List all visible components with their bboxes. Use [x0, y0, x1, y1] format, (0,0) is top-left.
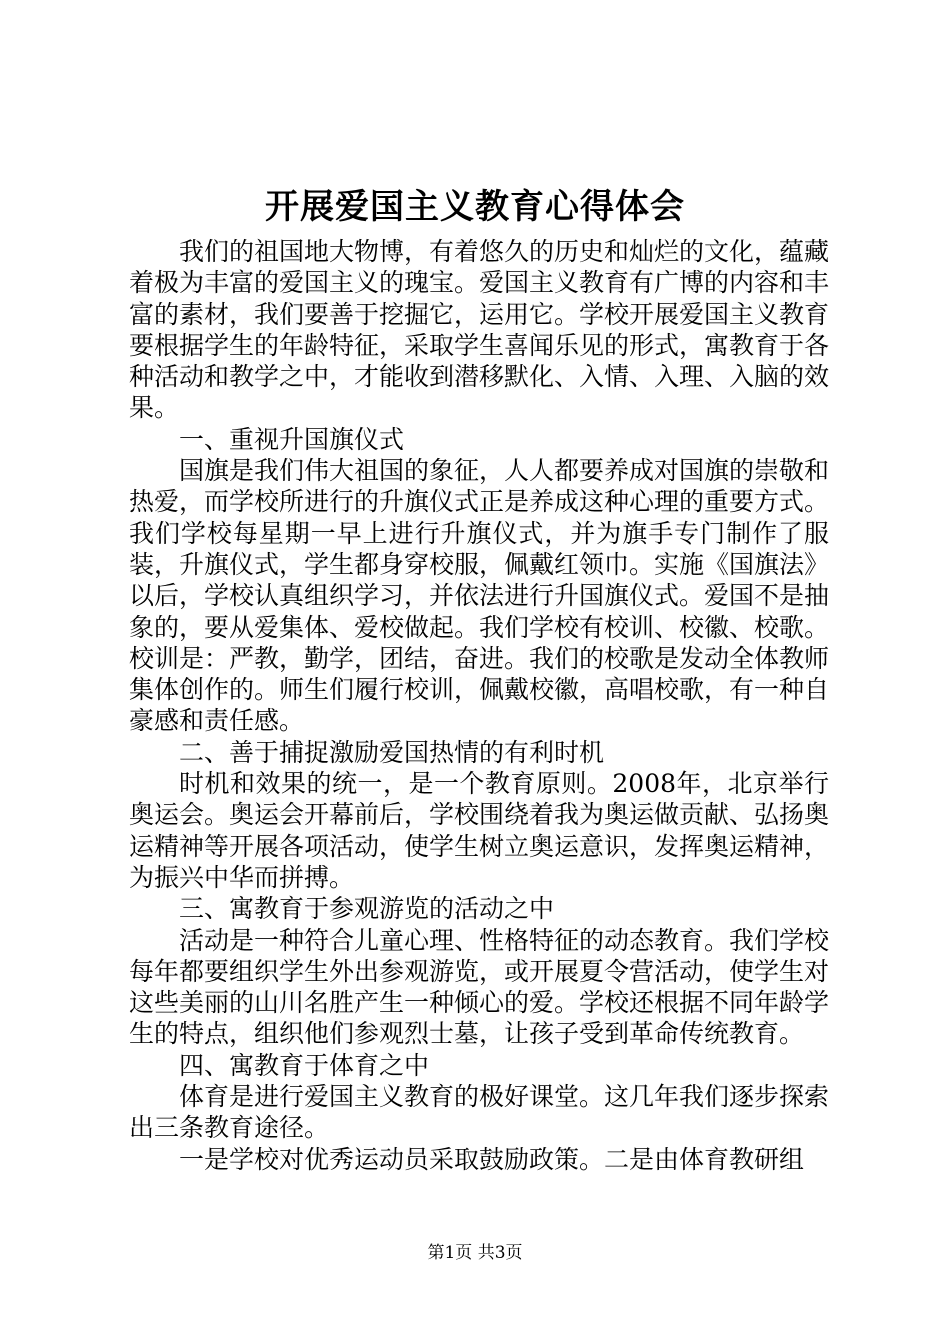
- paragraph-flag-ceremony: 国旗是我们伟大祖国的象征，人人都要养成对国旗的崇敬和热爱，而学校所进行的升旗仪式正是养成这种心理的重要方式。我们学校每星期一早上进行升旗仪式，并为旗手专门制作了服装，升旗仪式，学生都身穿校服，佩戴红领巾。实施《国旗法》以后，学校认真组织学习，并依法进行升国旗仪式。爱国不是抽象的，要从爱集体、爱校做起。我们学校有校训、校徽、校歌。校训是：严教，勤学，团结，奋进。我们的校歌是发动全体教师集体创作的。师生们履行校训，佩戴校徽，高唱校歌，有一种自豪感和责任感。: [129, 456, 830, 736]
- document-body: [129, 236, 829, 1175]
- section-heading-4: 四、寓教育于体育之中: [179, 1050, 430, 1080]
- page-number-footer: 第1页 共3页: [427, 1243, 523, 1263]
- section-heading-1: 一、重视升国旗仪式: [179, 424, 405, 454]
- paragraph-timing: 时机和效果的统一，是一个教育原则。2008年，北京举行奥运会。奥运会开幕前后，学校围绕着我为奥运做贡献、弘扬奥运精神等开展各项活动，使学生树立奥运意识，发挥奥运精神，为振兴中华而拼搏。: [129, 769, 830, 892]
- document-title: 开展爱国主义教育心得体会: [265, 187, 685, 227]
- paragraph-sports: 体育是进行爱国主义教育的极好课堂。这几年我们逐步探索出三条教育途径。: [129, 1082, 830, 1143]
- paragraph-visits: 活动是一种符合儿童心理、性格特征的动态教育。我们学校每年都要组织学生外出参观游览，或开展夏令营活动，使学生对这些美丽的山川名胜产生一种倾心的爱。学校还根据不同年龄学生的特点，组织他们参观烈士墓，让孩子受到革命传统教育。: [129, 925, 830, 1049]
- paragraph-intro: 我们的祖国地大物博，有着悠久的历史和灿烂的文化，蕴藏着极为丰富的爱国主义的瑰宝。爱国主义教育有广博的内容和丰富的素材，我们要善于挖掘它，运用它。学校开展爱国主义教育要根据学生的年龄特征，采取学生喜闻乐见的形式，寓教育于各种活动和教学之中，才能收到潜移默化、入情、入理、入脑的效果。: [129, 237, 830, 423]
- section-heading-2: 二、善于捕捉激励爱国热情的有利时机: [179, 737, 605, 767]
- section-heading-3: 三、寓教育于参观游览的活动之中: [179, 894, 555, 924]
- paragraph-sports-continued: 一是学校对优秀运动员采取鼓励政策。二是由体育教研组: [179, 1144, 805, 1174]
